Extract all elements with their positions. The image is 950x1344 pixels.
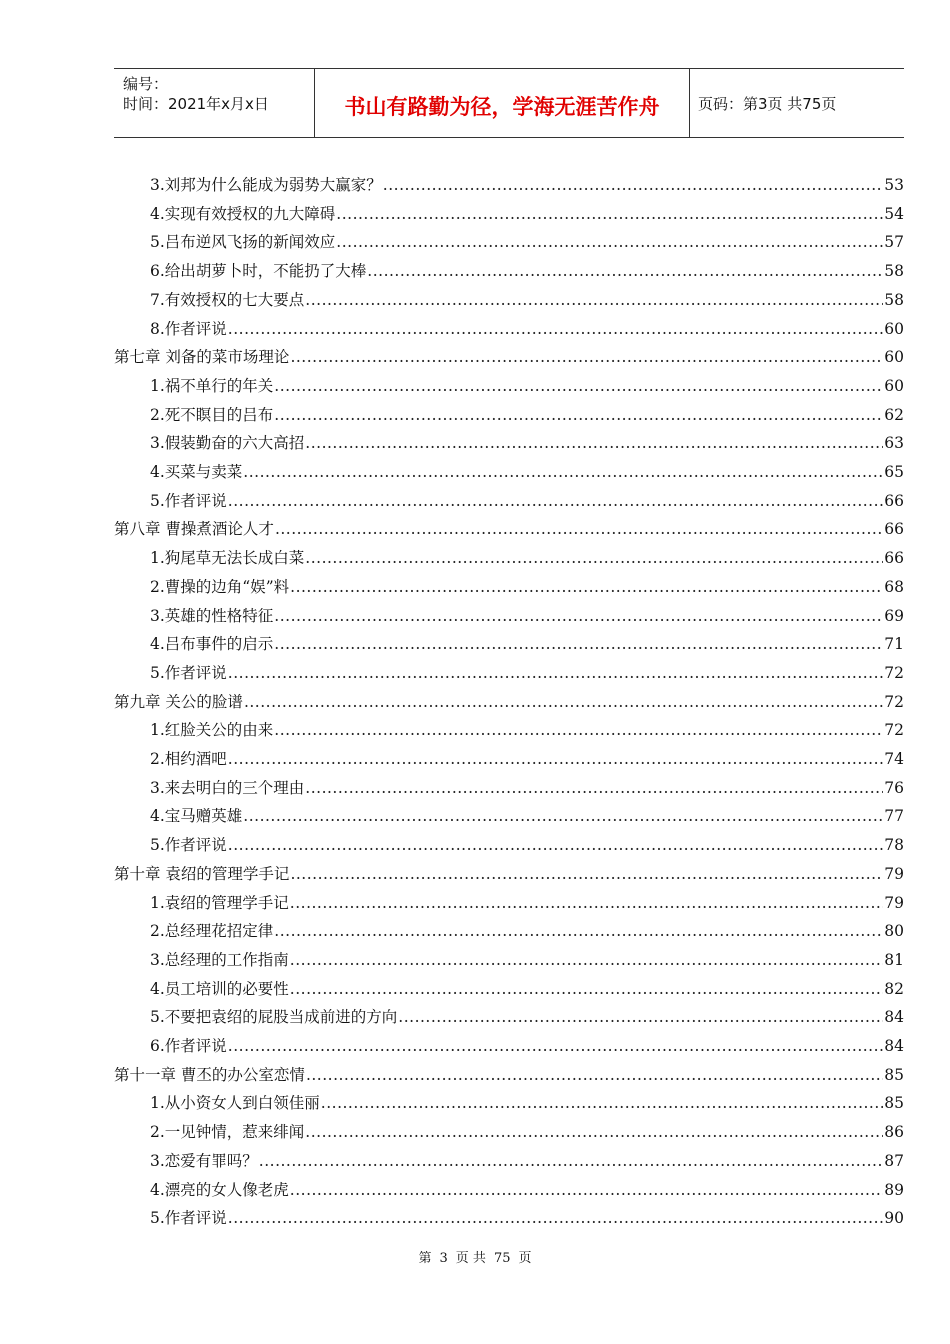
toc-entry-page-number: 60 <box>884 319 904 338</box>
page-footer <box>0 1247 950 1266</box>
toc-entry-page-number: 66 <box>884 549 904 568</box>
toc-section-entry[interactable] <box>150 1147 904 1175</box>
toc-dot-leader <box>290 975 883 1003</box>
toc-chapter-entry[interactable] <box>114 688 904 716</box>
toc-dot-leader <box>274 917 883 945</box>
toc-dot-leader <box>243 802 883 830</box>
toc-dot-leader <box>336 228 883 256</box>
toc-section-entry[interactable] <box>150 630 904 658</box>
header-meta-cell <box>114 69 314 137</box>
document-time-label: 时间：2021年x月x日 <box>123 95 269 113</box>
toc-section-entry[interactable] <box>150 487 904 515</box>
toc-section-entry[interactable] <box>150 544 904 572</box>
toc-dot-leader <box>228 487 883 515</box>
toc-dot-leader <box>305 286 883 314</box>
toc-section-entry[interactable] <box>150 1089 904 1117</box>
toc-entry-title: 3.刘邦为什么能成为弱势大赢家？ <box>150 176 382 194</box>
toc-entry-page-number: 76 <box>884 778 904 797</box>
toc-entry-title: 2.死不瞑目的吕布 <box>150 405 274 424</box>
toc-section-entry[interactable] <box>150 975 904 1003</box>
toc-entry-page-number: 84 <box>884 1037 904 1055</box>
toc-entry-title: 4.买菜与卖菜 <box>150 463 243 481</box>
toc-entry-page-number: 84 <box>884 1008 904 1027</box>
toc-entry-title: 8.作者评说 <box>150 319 227 338</box>
toc-entry-title: 2.总经理花招定律 <box>150 922 274 941</box>
toc-section-entry[interactable] <box>150 1176 904 1204</box>
toc-entry-title: 1.祸不单行的年关 <box>150 376 274 395</box>
toc-entry-page-number: 60 <box>884 348 904 367</box>
toc-entry-title: 3.总经理的工作指南 <box>150 950 289 969</box>
toc-entry-title: 第七章 刘备的菜市场理论 <box>114 348 290 367</box>
toc-entry-page-number: 63 <box>884 434 904 453</box>
toc-chapter-entry[interactable] <box>114 1061 904 1089</box>
toc-dot-leader <box>290 860 883 888</box>
toc-entry-title: 1.从小资女人到白领佳丽 <box>150 1094 320 1113</box>
toc-entry-page-number: 66 <box>884 491 904 510</box>
header-motto-cell <box>314 69 690 137</box>
toc-dot-leader <box>305 774 883 802</box>
toc-dot-leader <box>274 630 883 658</box>
toc-entry-title: 5.作者评说 <box>150 1209 227 1228</box>
toc-section-entry[interactable] <box>150 458 904 486</box>
toc-entry-title: 4.吕布事件的启示 <box>150 635 274 654</box>
toc-entry-title: 第十章 袁绍的管理学手记 <box>114 864 290 883</box>
toc-section-entry[interactable] <box>150 171 904 199</box>
toc-entry-page-number: 60 <box>884 376 904 395</box>
toc-section-entry[interactable] <box>150 946 904 974</box>
toc-entry-page-number: 90 <box>884 1209 904 1228</box>
toc-entry-title: 5.作者评说 <box>150 663 227 682</box>
toc-dot-leader <box>228 1204 883 1232</box>
footer-total-pages: 75 <box>493 1251 511 1266</box>
toc-entry-title: 5.作者评说 <box>150 491 227 510</box>
page-header <box>114 68 904 138</box>
toc-dot-leader <box>290 573 883 601</box>
toc-section-entry[interactable] <box>150 602 904 630</box>
toc-entry-page-number: 86 <box>884 1123 904 1142</box>
toc-entry-page-number: 74 <box>884 750 904 768</box>
header-page-info: 页码：第3页 共75页 <box>698 95 837 113</box>
toc-entry-page-number: 68 <box>884 577 904 596</box>
toc-section-entry[interactable] <box>150 257 904 285</box>
toc-chapter-entry[interactable] <box>114 860 904 888</box>
toc-entry-page-number: 69 <box>884 606 904 625</box>
toc-section-entry[interactable] <box>150 889 904 917</box>
toc-entry-title: 4.员工培训的必要性 <box>150 979 289 998</box>
toc-section-entry[interactable] <box>150 917 904 945</box>
toc-section-entry[interactable] <box>150 716 904 744</box>
toc-dot-leader <box>274 372 883 400</box>
toc-entry-page-number: 66 <box>884 520 904 539</box>
toc-entry-title: 6.给出胡萝卜时，不能扔了大棒 <box>150 262 367 281</box>
footer-suffix: 页 <box>518 1251 532 1266</box>
toc-entry-title: 3.来去明白的三个理由 <box>150 778 305 797</box>
toc-dot-leader <box>274 716 883 744</box>
toc-entry-page-number: 79 <box>884 893 904 912</box>
toc-entry-page-number: 72 <box>884 721 904 740</box>
toc-entry-page-number: 58 <box>884 290 904 309</box>
toc-entry-title: 3.英雄的性格特征 <box>150 606 274 625</box>
toc-entry-page-number: 89 <box>884 1180 904 1199</box>
toc-dot-leader <box>290 343 883 371</box>
toc-dot-leader <box>305 429 883 457</box>
toc-dot-leader <box>243 458 883 486</box>
toc-entry-title: 第十一章 曹丕的办公室恋情 <box>114 1065 305 1084</box>
toc-entry-page-number: 58 <box>884 262 904 281</box>
toc-dot-leader <box>228 745 883 773</box>
toc-section-entry[interactable] <box>150 745 904 773</box>
toc-entry-title: 3.假装勤奋的六大高招 <box>150 434 305 453</box>
toc-entry-page-number: 78 <box>884 836 904 855</box>
toc-entry-title: 4.宝马赠英雄 <box>150 807 243 826</box>
toc-entry-page-number: 87 <box>884 1151 904 1170</box>
toc-section-entry[interactable] <box>150 774 904 802</box>
toc-entry-page-number: 53 <box>884 176 904 194</box>
toc-section-entry[interactable] <box>150 1003 904 1031</box>
toc-dot-leader <box>290 889 883 917</box>
toc-entry-title: 5.作者评说 <box>150 836 227 855</box>
toc-entry-title: 7.有效授权的七大要点 <box>150 290 305 309</box>
toc-dot-leader <box>275 515 883 543</box>
toc-entry-page-number: 57 <box>884 233 904 252</box>
toc-entry-title: 2.相约酒吧 <box>150 750 227 768</box>
toc-section-entry[interactable] <box>150 372 904 400</box>
toc-entry-page-number: 85 <box>884 1094 904 1113</box>
toc-dot-leader <box>321 1089 883 1117</box>
footer-middle: 页 共 <box>455 1251 486 1266</box>
toc-dot-leader <box>290 946 883 974</box>
toc-entry-page-number: 79 <box>884 864 904 883</box>
toc-entry-page-number: 71 <box>884 635 904 654</box>
toc-section-entry[interactable] <box>150 659 904 687</box>
toc-entry-page-number: 77 <box>884 807 904 826</box>
toc-dot-leader <box>228 1032 883 1060</box>
toc-entry-title: 第九章 关公的脸谱 <box>114 692 243 711</box>
toc-section-entry[interactable] <box>150 200 904 228</box>
document-number-label: 编号： <box>123 75 169 93</box>
toc-dot-leader <box>290 1176 883 1204</box>
toc-dot-leader <box>383 171 883 199</box>
toc-dot-leader <box>228 315 883 343</box>
toc-entry-page-number: 82 <box>884 979 904 998</box>
toc-section-entry[interactable] <box>150 831 904 859</box>
toc-section-entry[interactable] <box>150 315 904 343</box>
toc-entry-title: 2.曹操的边角“娱”料 <box>150 577 290 596</box>
toc-dot-leader <box>259 1147 883 1175</box>
toc-section-entry[interactable] <box>150 1204 904 1232</box>
toc-entry-title: 1.袁绍的管理学手记 <box>150 893 289 912</box>
toc-dot-leader <box>367 257 883 285</box>
header-motto: 书山有路勤为径，学海无涯苦作舟 <box>344 95 660 119</box>
toc-section-entry[interactable] <box>150 1118 904 1146</box>
footer-prefix: 第 <box>418 1251 432 1266</box>
toc-entry-title: 第八章 曹操煮酒论人才 <box>114 520 274 539</box>
toc-section-entry[interactable] <box>150 1032 904 1060</box>
toc-dot-leader <box>306 1061 883 1089</box>
toc-entry-title: 1.狗尾草无法长成白菜 <box>150 549 305 568</box>
toc-entry-page-number: 80 <box>884 922 904 941</box>
toc-dot-leader <box>274 602 883 630</box>
toc-entry-title: 5.不要把袁绍的屁股当成前进的方向 <box>150 1008 398 1027</box>
toc-entry-page-number: 72 <box>884 692 904 711</box>
toc-entry-title: 6.作者评说 <box>150 1037 227 1055</box>
toc-dot-leader <box>336 200 883 228</box>
toc-entry-page-number: 81 <box>884 950 904 969</box>
toc-dot-leader <box>305 1118 883 1146</box>
toc-section-entry[interactable] <box>150 228 904 256</box>
header-page-cell <box>689 69 904 137</box>
toc-chapter-entry[interactable] <box>114 515 904 543</box>
toc-section-entry[interactable] <box>150 802 904 830</box>
toc-entry-page-number: 65 <box>884 463 904 481</box>
toc-dot-leader <box>305 544 883 572</box>
toc-dot-leader <box>244 688 883 716</box>
toc-dot-leader <box>398 1003 883 1031</box>
toc-entry-page-number: 85 <box>884 1065 904 1084</box>
toc-entry-page-number: 72 <box>884 663 904 682</box>
toc-entry-title: 2.一见钟情，惹来绯闻 <box>150 1123 305 1142</box>
toc-entry-title: 4.实现有效授权的九大障碍 <box>150 204 336 223</box>
toc-dot-leader <box>228 831 883 859</box>
toc-chapter-entry[interactable] <box>114 343 904 371</box>
toc-section-entry[interactable] <box>150 401 904 429</box>
toc-section-entry[interactable] <box>150 429 904 457</box>
toc-section-entry[interactable] <box>150 573 904 601</box>
toc-entry-title: 5.吕布逆风飞扬的新闻效应 <box>150 233 336 252</box>
toc-section-entry[interactable] <box>150 286 904 314</box>
footer-current-page: 3 <box>439 1251 448 1266</box>
toc-dot-leader <box>228 659 883 687</box>
toc-dot-leader <box>274 401 883 429</box>
toc-entry-title: 4.漂亮的女人像老虎 <box>150 1180 289 1199</box>
toc-entry-title: 3.恋爱有罪吗？ <box>150 1151 258 1170</box>
toc-entry-page-number: 62 <box>884 405 904 424</box>
toc-entry-title: 1.红脸关公的由来 <box>150 721 274 740</box>
toc-entry-page-number: 54 <box>884 204 904 223</box>
